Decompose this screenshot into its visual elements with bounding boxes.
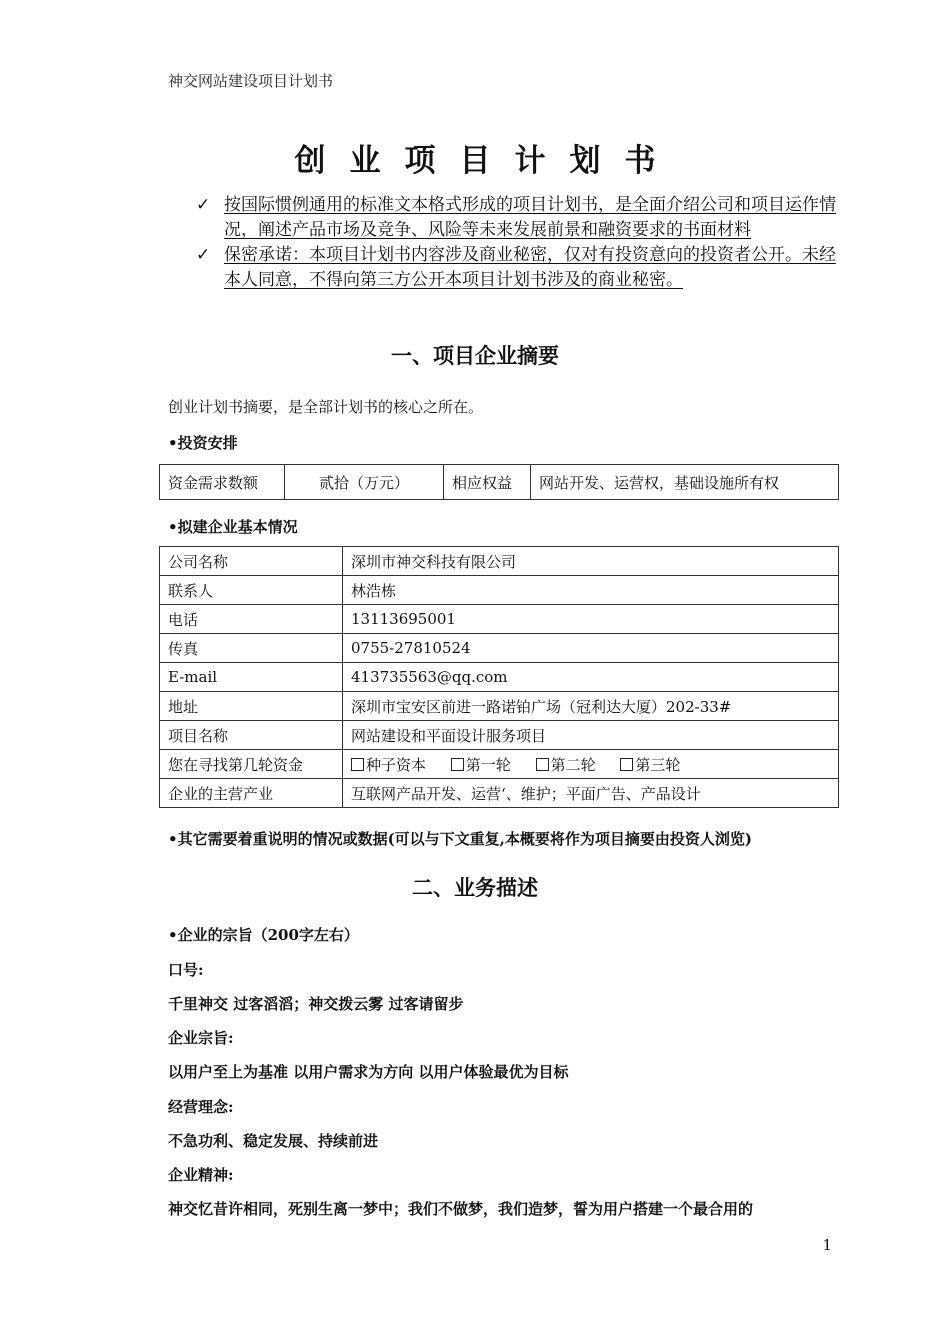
funding-option-label: 第二轮 — [550, 755, 596, 774]
table-row — [160, 663, 839, 692]
bullet-item — [196, 193, 836, 243]
table-cell: 深圳市宝安区前进一路诺铂广场（冠利达大厦）202-33# — [343, 692, 839, 721]
table-cell: E-mail — [160, 663, 343, 692]
checkbox-icon — [536, 758, 549, 771]
company-table — [159, 546, 839, 808]
table-cell: 13113695001 — [343, 605, 839, 634]
funding-options-cell — [343, 750, 839, 779]
table-row — [160, 576, 839, 605]
table-cell: 联系人 — [160, 576, 343, 605]
table-cell: 深圳市神交科技有限公司 — [343, 547, 839, 576]
philosophy-heading: 经营理念: — [168, 1098, 234, 1116]
purpose-label: •企业的宗旨（200字左右） — [168, 926, 359, 944]
spirit-heading: 企业精神: — [168, 1166, 234, 1184]
funding-option-label: 第一轮 — [465, 755, 511, 774]
page-number: 1 — [822, 1236, 832, 1254]
section-heading: 二、业务描述 — [412, 875, 538, 900]
table-row — [160, 605, 839, 634]
table-row — [160, 547, 839, 576]
bullet-text: 按国际惯例通用的标准文本格式形成的项目计划书，是全面介绍公司和项目运作情况，阐述产品市场及竞争、风险等未来发展前景和融资要求的书面材料 — [224, 195, 836, 240]
table-cell: 413735563@qq.com — [343, 663, 839, 692]
checkmark-icon: ✓ — [196, 245, 211, 265]
funding-option[interactable] — [351, 756, 426, 774]
company-label: •拟建企业基本情况 — [168, 518, 298, 536]
table-cell: 林浩栋 — [343, 576, 839, 605]
bullet-item — [196, 243, 836, 293]
investment-table — [159, 464, 839, 500]
checkbox-icon — [351, 758, 364, 771]
summary-intro: 创业计划书摘要，是全部计划书的核心之所在。 — [168, 398, 484, 416]
investment-label: •投资安排 — [168, 434, 238, 452]
table-cell: 互联网产品开发、运营‘、维护；平面广告、产品设计 — [343, 779, 839, 808]
document-title: 创业项目计划书 — [294, 143, 680, 179]
table-row — [160, 634, 839, 663]
slogan-text: 千里神交 过客滔滔；神交拨云雾 过客请留步 — [168, 995, 464, 1013]
table-cell: 公司名称 — [160, 547, 343, 576]
table-cell: 电话 — [160, 605, 343, 634]
table-cell: 资金需求数额 — [160, 465, 285, 500]
running-header: 神交网站建设项目计划书 — [168, 72, 334, 90]
bullet-text: 保密承诺：本项目计划书内容涉及商业秘密，仅对有投资意向的投资者公开。未经本人同意，不得向第三方公开本项目计划书涉及的商业秘密。 — [224, 245, 836, 290]
philosophy-text: 不急功利、稳定发展、持续前进 — [168, 1132, 379, 1150]
checkmark-icon: ✓ — [196, 195, 211, 215]
bullet-list — [196, 193, 836, 293]
table-cell: 企业的主营产业 — [160, 779, 343, 808]
table-row — [160, 721, 839, 750]
table-cell: 项目名称 — [160, 721, 343, 750]
table-cell: 您在寻找第几轮资金 — [160, 750, 343, 779]
table-cell: 网站开发、运营权，基础设施所有权 — [531, 465, 839, 500]
purpose-text: 以用户至上为基准 以用户需求为方向 以用户体验最优为目标 — [168, 1063, 569, 1081]
table-cell: 网站建设和平面设计服务项目 — [343, 721, 839, 750]
table-row — [160, 750, 839, 779]
funding-option[interactable] — [620, 756, 680, 774]
table-row — [160, 692, 839, 721]
table-cell: 传真 — [160, 634, 343, 663]
purpose-heading: 企业宗旨: — [168, 1029, 234, 1047]
slogan-label: 口号: — [168, 961, 204, 979]
summary-note: •其它需要着重说明的情况或数据(可以与下文重复,本概要将作为项目摘要由投资人浏览) — [168, 830, 753, 848]
table-cell: 地址 — [160, 692, 343, 721]
table-cell: 相应权益 — [444, 465, 531, 500]
checkbox-icon — [620, 758, 633, 771]
section-heading: 一、项目企业摘要 — [391, 343, 559, 368]
funding-option-label: 第三轮 — [635, 755, 681, 774]
table-row — [160, 465, 839, 500]
table-row — [160, 779, 839, 808]
table-cell: 贰拾（万元） — [285, 465, 444, 500]
checkbox-icon — [451, 758, 464, 771]
funding-option[interactable] — [451, 756, 511, 774]
funding-option[interactable] — [536, 756, 596, 774]
spirit-text: 神交忆昔许相同，死别生离一梦中；我们不做梦，我们造梦，誓为用户搭建一个最合用的 — [168, 1200, 754, 1218]
funding-option-label: 种子资本 — [366, 755, 427, 774]
table-cell: 0755-27810524 — [343, 634, 839, 663]
